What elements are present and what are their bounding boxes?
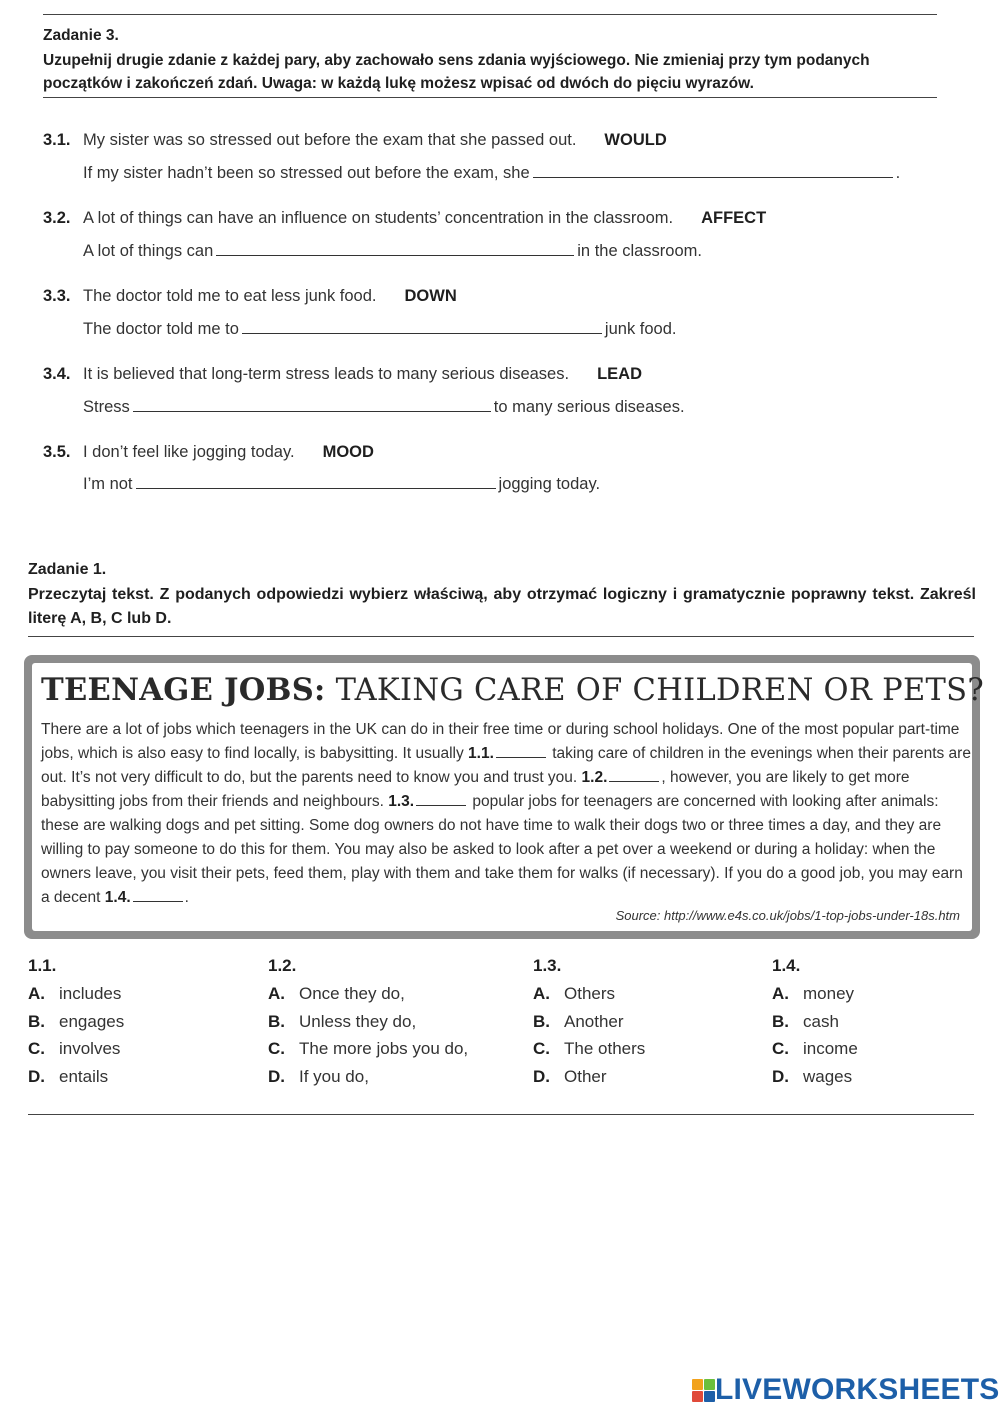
item-3-4-answer-line: Stress to many serious diseases. — [83, 398, 685, 416]
choice-column-1-3 — [533, 955, 645, 1093]
item-3-5-answer-line: I’m not jogging today. — [83, 475, 601, 493]
item-3-1-sentence: 3.1. My sister was so stressed out before the exam that she passed out. WOULD — [43, 131, 667, 149]
item-3-3-answer-line: The doctor told me to junk food. — [83, 320, 677, 338]
choice-option[interactable]: D. wages — [772, 1066, 853, 1086]
choice-label: 1.2. — [268, 956, 297, 975]
choice-option[interactable]: D. Other — [533, 1066, 607, 1086]
choice-option[interactable]: A. Others — [533, 984, 616, 1003]
item-3-2-sentence: 3.2. A lot of things can have an influence on students’ concentration in the classroom. AFFECT — [43, 209, 767, 227]
item-3-5-sentence: 3.5. I don’t feel like jogging today. MOOD — [43, 443, 374, 461]
bottom-rule — [28, 1114, 974, 1115]
keyword: WOULD — [604, 131, 667, 149]
gap-1-2[interactable] — [609, 768, 659, 782]
keyword: MOOD — [322, 443, 374, 461]
gap-1-4[interactable] — [133, 888, 183, 902]
keyword: AFFECT — [701, 209, 767, 227]
choice-option[interactable]: C. The more jobs you do, — [268, 1039, 469, 1058]
choice-option[interactable]: C. income — [772, 1039, 858, 1058]
zadanie-1-title: Zadanie 1. — [28, 561, 107, 578]
keyword: LEAD — [597, 365, 642, 383]
item-3-3-sentence: 3.3. The doctor told me to eat less junk food. DOWN — [43, 287, 457, 305]
zadanie-3-rule — [43, 97, 937, 98]
choice-option[interactable]: B. cash — [772, 1011, 839, 1031]
answer-blank-3-2[interactable] — [216, 241, 574, 256]
gap-1-3[interactable] — [416, 792, 466, 806]
choice-column-1-2 — [268, 955, 468, 1093]
zadanie-1-rule — [28, 636, 974, 637]
choice-option[interactable]: C. involves — [28, 1039, 121, 1058]
reading-passage: There are a lot of jobs which teenagers in the UK can do in their free time or during school holidays. One of the most popular part-time jobs, which is also easy to find locally, is babysitting. It usually 1.1. taking care of children in the evenings when their parents are out. It’s not very difficult to do, but the parents need to know you and trust you. 1.2. , however, you are likely to get more babysitting jobs from their friends and neighbours. 1.3. popular jobs for teenagers are concerned with looking after animals: these are walking dogs and pet sitting. Some dog owners do not have time to walk their dogs two or three times a day, and they are willing to pay someone to do this for them. You may also be asked to look after a pet over a weekend or during a holiday: when the owners leave, you visit their pets, feed them, play with them and take them for walks (if necessary). If you do a good job, you may earn a decent 1.4. . — [41, 721, 971, 906]
choice-label: 1.1. — [28, 956, 57, 975]
reading-text-box — [24, 655, 984, 939]
answer-blank-3-4[interactable] — [133, 397, 491, 412]
zadanie-1-instruction: Przeczytaj tekst. Z podanych odpowiedzi wybierz właściwą, aby otrzymać logiczny i gramatycznie poprawny tekst. Zakreśl literę A, B, C lub D. — [28, 586, 976, 627]
gap-1-1[interactable] — [496, 744, 546, 758]
choice-label: 1.4. — [772, 956, 801, 975]
choice-column-1-4 — [772, 955, 858, 1093]
reading-text-inner — [32, 663, 984, 931]
top-rule — [43, 14, 937, 15]
item-3-2-answer-line: A lot of things can in the classroom. — [83, 242, 702, 260]
choice-option[interactable]: B. engages — [28, 1011, 125, 1031]
choice-option[interactable]: D. If you do, — [268, 1066, 369, 1086]
choice-option[interactable]: D. entails — [28, 1066, 109, 1086]
choice-option[interactable]: C. The others — [533, 1039, 646, 1058]
choice-column-1-1 — [28, 955, 124, 1093]
source-citation: Source: http://www.e4s.co.uk/jobs/1-top-jobs-under-18s.htm — [615, 908, 960, 923]
zadanie-3-instruction: Uzupełnij drugie zdanie z każdej pary, aby zachowało sens zdania wyjściowego. Nie zmieniaj przy tym podanych początków i zakończeń zdań. Uwaga: w każdą lukę możesz wpisać od dwóch do pięciu wyrazów. — [43, 52, 870, 92]
choice-option[interactable]: A. Once they do, — [268, 984, 405, 1003]
answer-blank-3-5[interactable] — [136, 474, 496, 489]
keyword: DOWN — [404, 287, 457, 305]
choice-option[interactable]: B. Another — [533, 1011, 624, 1031]
answer-blank-3-1[interactable] — [533, 163, 893, 178]
choice-option[interactable]: A. money — [772, 984, 855, 1003]
choice-option[interactable]: A. includes — [28, 984, 122, 1003]
item-3-4-sentence: 3.4. It is believed that long-term stress leads to many serious diseases. LEAD — [43, 365, 642, 383]
logo-text: LIVEWORKSHEETS — [715, 1373, 1000, 1406]
answer-blank-3-3[interactable] — [242, 319, 602, 334]
choice-label: 1.3. — [533, 956, 562, 975]
choice-option[interactable]: B. Unless they do, — [268, 1011, 417, 1031]
item-3-1-answer-line: If my sister hadn’t been so stressed out before the exam, she . — [83, 164, 901, 182]
zadanie-3-title: Zadanie 3. — [43, 27, 119, 44]
liveworksheets-logo-icon — [692, 1379, 716, 1403]
reading-title: TEENAGE JOBS: TAKING CARE OF CHILDREN OR PETS? — [41, 672, 984, 708]
